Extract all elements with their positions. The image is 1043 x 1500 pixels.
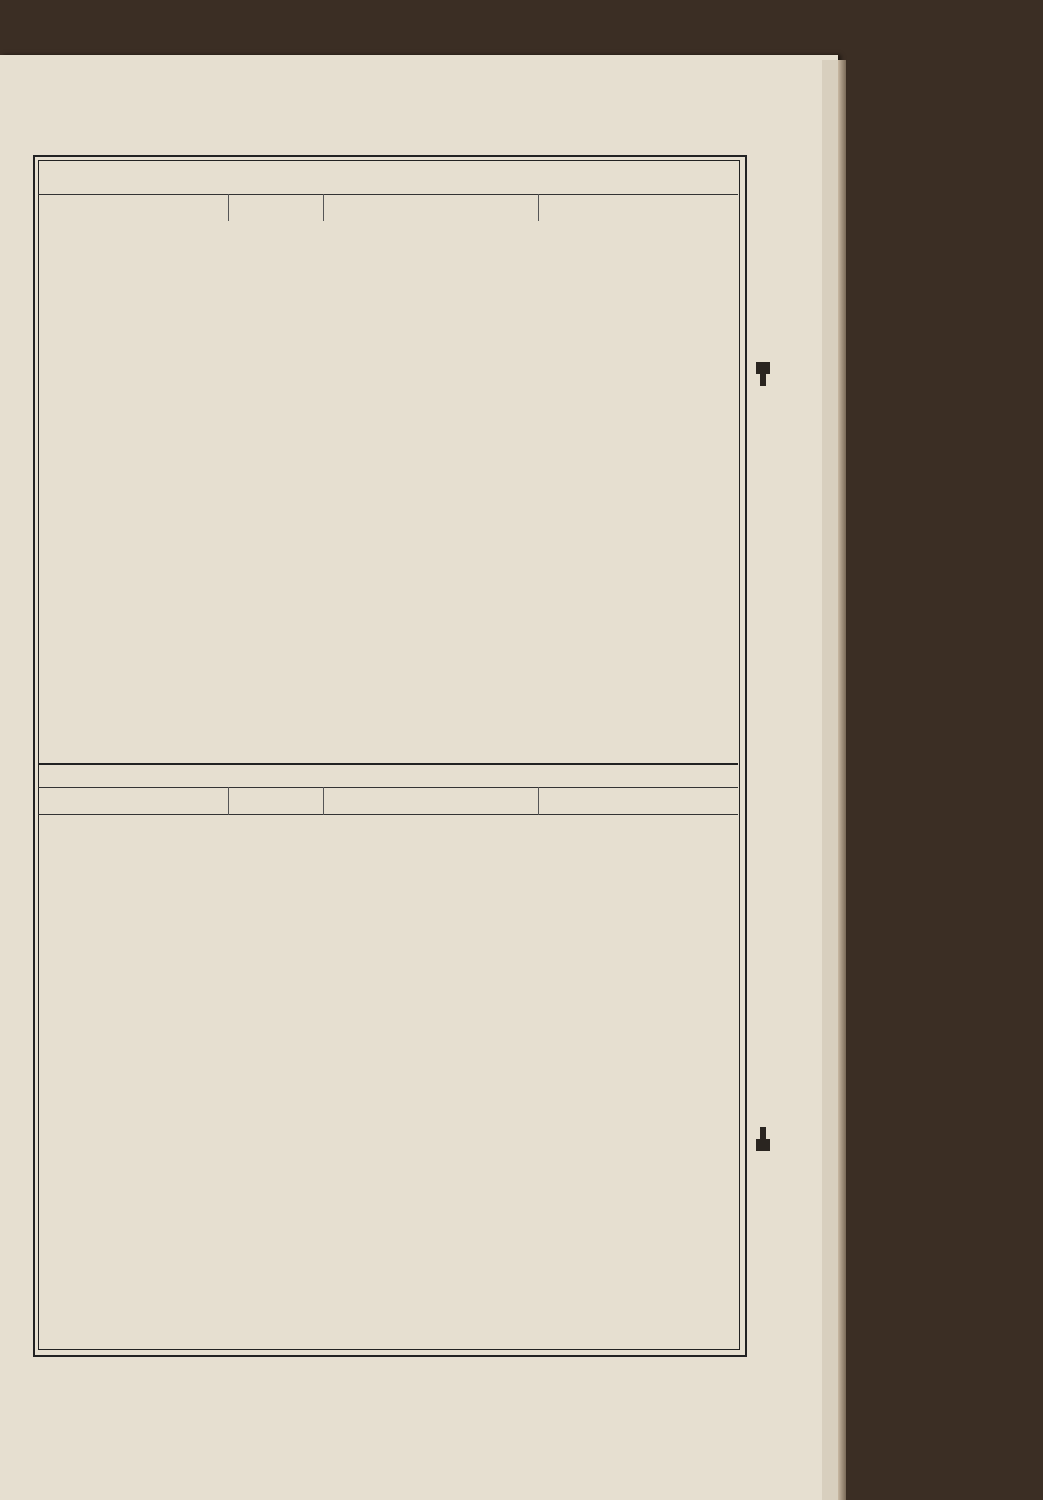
sidebar-fare-reference [752, 760, 792, 1360]
page-edge-strip [822, 60, 838, 1500]
pointing-hand-icon [752, 1125, 774, 1153]
timetable-211-header [38, 172, 738, 194]
pointing-hand-icon [752, 360, 774, 388]
connection-block-bottom [38, 787, 738, 815]
inner-frame [38, 160, 740, 1350]
conn-times-left [38, 195, 228, 209]
conn-note [228, 801, 323, 815]
timetable-212-header [38, 765, 738, 787]
connection-block-top [38, 194, 738, 221]
conn-note [228, 788, 323, 802]
conn-times-right [538, 195, 738, 209]
running-head [36, 136, 736, 156]
page-edge [838, 60, 846, 1500]
conn-times-left [38, 208, 228, 221]
conn-times-right [538, 801, 738, 815]
conn-times-left [38, 788, 228, 802]
timetable-212 [38, 763, 738, 815]
timetable-211 [38, 172, 738, 221]
conn-times-right [538, 208, 738, 221]
conn-note [228, 195, 323, 209]
conn-times-right [538, 788, 738, 802]
conn-times-left [38, 801, 228, 815]
conn-note [228, 208, 323, 221]
